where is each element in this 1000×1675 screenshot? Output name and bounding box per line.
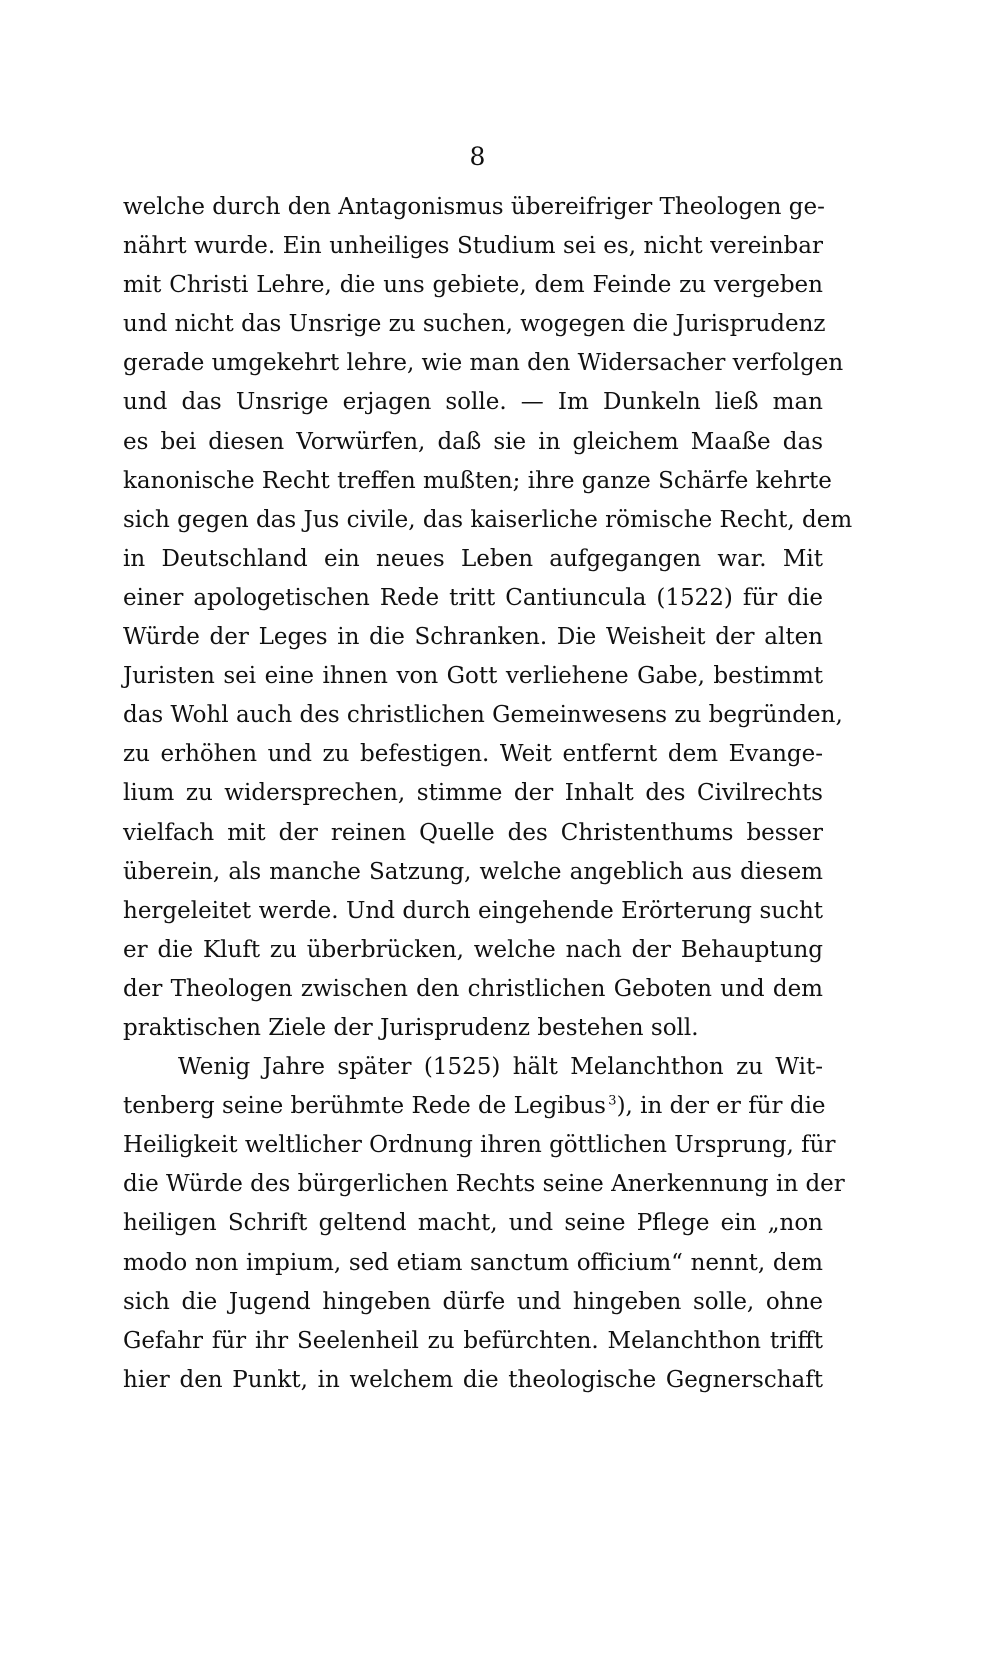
text-line: Gefahr für ihr Seelenheil zu befürchten. Melanchthon trifft <box>123 1327 823 1354</box>
text-line: Heiligkeit weltlicher Ordnung ihren göttlichen Ursprung, für <box>123 1132 836 1159</box>
page-number: 8 <box>469 142 486 171</box>
text-line: und nicht das Unsrige zu suchen, wogegen die Jurisprudenz <box>123 311 826 338</box>
text-line: Würde der Leges in die Schranken. Die Weisheit der alten <box>123 624 823 651</box>
text-line: das Wohl auch des christlichen Gemeinwesens zu begründen, <box>123 702 843 729</box>
text-line: welche durch den Antagonismus übereifriger Theologen ge- <box>123 194 825 220</box>
text-line-with-footnote <box>123 1087 826 1126</box>
text-line: in Deutschland ein neues Leben aufgegangen war. Mit <box>123 545 823 572</box>
paragraph-1 <box>123 188 853 1048</box>
paragraph-2 <box>123 1048 845 1400</box>
text-line: lium zu widersprechen, stimme der Inhalt des Civilrechts <box>123 780 823 807</box>
text-line: hergeleitet werde. Und durch eingehende Erörterung sucht <box>123 897 823 924</box>
body-text <box>123 188 853 1400</box>
text-line: die Würde des bürgerlichen Rechts seine Anerkennung in der <box>123 1171 845 1198</box>
text-line: gerade umgekehrt lehre, wie man den Widersacher verfolgen <box>123 350 844 377</box>
text-line: einer apologetischen Rede tritt Cantiuncula (1522) für die <box>123 584 823 611</box>
text-line: hier den Punkt, in welchem die theologische Gegnerschaft <box>123 1366 823 1393</box>
text-segment: tenberg seine berühmte Rede de Legibus <box>123 1093 606 1120</box>
text-line: und das Unsrige erjagen solle. — Im Dunkeln ließ man <box>123 389 823 416</box>
text-line: der Theologen zwischen den christlichen Geboten und dem <box>123 975 823 1002</box>
text-line: nährt wurde. Ein unheiliges Studium sei es, nicht vereinbar <box>123 233 823 260</box>
text-line: heiligen Schrift geltend macht, und seine Pflege ein „non <box>123 1210 823 1237</box>
text-line: kanonische Recht treffen mußten; ihre ganze Schärfe kehrte <box>123 467 832 494</box>
footnote-marker[interactable]: 3 <box>608 1093 617 1109</box>
text-line: sich gegen das Jus civile, das kaiserliche römische Recht, dem <box>123 506 853 533</box>
text-line: er die Kluft zu überbrücken, welche nach der Behauptung <box>123 936 823 963</box>
text-line: mit Christi Lehre, die uns gebiete, dem Feinde zu vergeben <box>123 272 823 299</box>
text-line: vielfach mit der reinen Quelle des Christenthums besser <box>123 819 823 846</box>
text-segment: ), in der er für die <box>616 1093 826 1120</box>
text-line: zu erhöhen und zu befestigen. Weit entfernt dem Evange- <box>123 741 823 768</box>
text-line: überein, als manche Satzung, welche angeblich aus diesem <box>123 858 823 885</box>
text-line: Juristen sei eine ihnen von Gott verliehene Gabe, bestimmt <box>123 663 823 690</box>
text-line: Wenig Jahre später (1525) hält Melanchthon zu Wit- <box>178 1054 823 1081</box>
text-line: modo non impium, sed etiam sanctum officium“ nennt, dem <box>123 1249 823 1276</box>
text-line: praktischen Ziele der Jurisprudenz bestehen soll. <box>123 1014 699 1041</box>
text-line: sich die Jugend hingeben dürfe und hingeben solle, ohne <box>123 1288 823 1315</box>
text-line: es bei diesen Vorwürfen, daß sie in gleichem Maaße das <box>123 428 823 455</box>
